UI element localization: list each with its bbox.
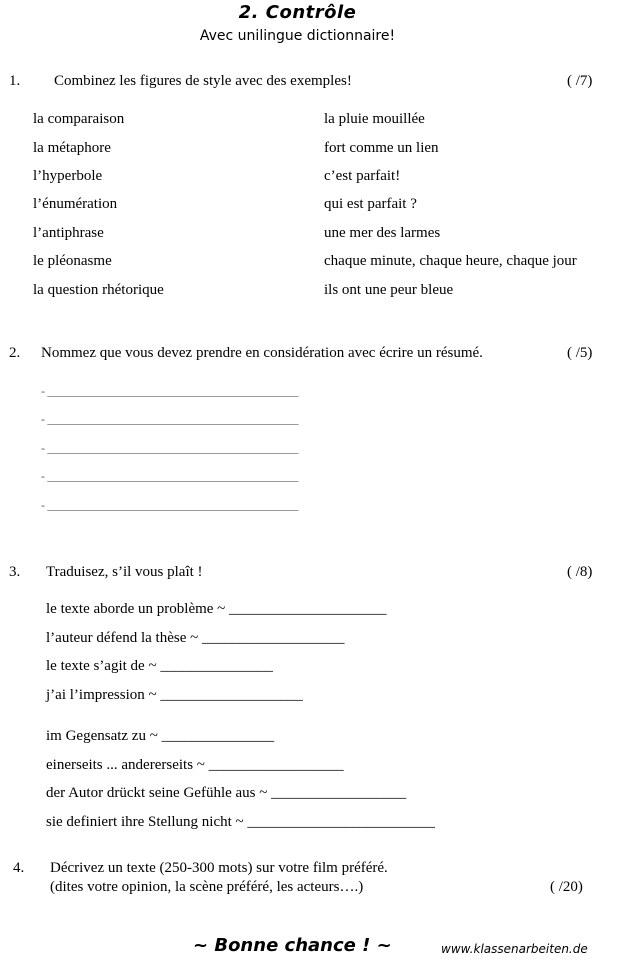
figure-term: l’antiphrase	[33, 225, 104, 241]
figure-term: le pléonasme	[33, 253, 112, 269]
translation-item[interactable]: le texte s’agit de ~ _______________	[46, 658, 273, 674]
answer-line[interactable]: - ____________________________________________	[41, 469, 299, 483]
answer-line[interactable]: - ____________________________________________	[41, 441, 299, 455]
example-phrase: une mer des larmes	[324, 225, 441, 241]
q4-number: 4.	[13, 860, 25, 876]
example-phrase: c’est parfait!	[324, 168, 401, 184]
translation-item[interactable]: einerseits ... andererseits ~ __________________	[46, 757, 344, 773]
q3-prompt: Traduisez, s’il vous plaît !	[46, 564, 203, 580]
q1-score: ( /7)	[567, 73, 593, 89]
q4-prompt-detail: (dites votre opinion, la scène préféré, les acteurs….)	[50, 879, 364, 895]
example-phrase: qui est parfait ?	[324, 196, 417, 212]
figure-term: la question rhétorique	[33, 282, 164, 298]
translation-item[interactable]: le texte aborde un problème ~ _____________________	[46, 601, 387, 617]
q3-score: ( /8)	[567, 564, 593, 580]
figure-term: la métaphore	[33, 140, 111, 156]
example-phrase: chaque minute, chaque heure, chaque jour	[324, 253, 577, 269]
q3-number: 3.	[9, 564, 21, 580]
figure-term: l’énumération	[33, 196, 118, 212]
example-phrase: la pluie mouillée	[324, 111, 425, 127]
q4-prompt: Décrivez un texte (250-300 mots) sur votre film préféré.	[50, 860, 388, 876]
figure-term: l’hyperbole	[33, 168, 103, 184]
q1-number: 1.	[9, 73, 21, 89]
example-phrase: ils ont une peur bleue	[324, 282, 454, 298]
page-title: 2. Contrôle	[238, 2, 357, 23]
answer-line[interactable]: - ____________________________________________	[41, 412, 299, 426]
q1-prompt: Combinez les figures de style avec des exemples!	[54, 73, 352, 89]
good-luck-wish: ~ Bonne chance ! ~	[193, 935, 392, 956]
figure-term: la comparaison	[33, 111, 125, 127]
q2-number: 2.	[9, 345, 21, 361]
translation-item[interactable]: sie definiert ihre Stellung nicht ~ _________________________	[46, 814, 435, 830]
example-phrase: fort comme un lien	[324, 140, 439, 156]
answer-line[interactable]: - ____________________________________________	[41, 498, 299, 512]
q2-score: ( /5)	[567, 345, 593, 361]
translation-item[interactable]: j’ai l’impression ~ ___________________	[46, 687, 303, 703]
answer-line[interactable]: - ____________________________________________	[41, 384, 299, 398]
q2-prompt: Nommez que vous devez prendre en considération avec écrire un résumé.	[41, 345, 483, 361]
page-subtitle: Avec unilingue dictionnaire!	[199, 28, 396, 44]
translation-item[interactable]: l’auteur défend la thèse ~ ___________________	[46, 630, 345, 646]
translation-item[interactable]: der Autor drückt seine Gefühle aus ~ __________________	[46, 785, 407, 801]
q4-score: ( /20)	[550, 879, 583, 895]
translation-item[interactable]: im Gegensatz zu ~ _______________	[46, 728, 275, 744]
website-watermark: www.klassenarbeiten.de	[441, 942, 588, 956]
